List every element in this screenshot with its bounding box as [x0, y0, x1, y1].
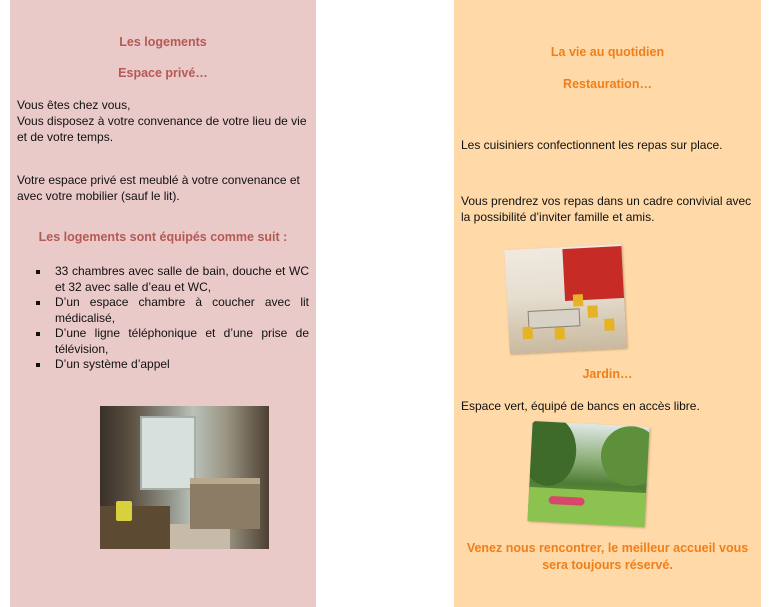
equipment-list [17, 264, 309, 373]
list-item: D’une ligne téléphonique et d’une prise de télévision, [17, 326, 309, 357]
intro-line-1: Vous êtes chez vous, [17, 98, 131, 112]
right-title: La vie au quotidien [550, 45, 665, 59]
garden-title: Jardin… [582, 367, 633, 381]
chair-shape [604, 318, 615, 331]
closing-text: Venez nous rencontrer, le meilleur accueil vous sera toujours réservé. [466, 541, 749, 572]
right-subtitle: Restauration… [563, 77, 652, 91]
list-item: D’un système d’appel [17, 357, 309, 373]
intro-line-2: Vous disposez à votre convenance de votre lieu de vie et de votre temps. [17, 114, 307, 144]
bedroom-photo [100, 406, 269, 549]
left-panel [10, 0, 316, 607]
furnished-text: Votre espace privé est meublé à votre convenance et avec votre mobilier (sauf le lit). [17, 173, 300, 203]
bed-shape [190, 478, 260, 529]
garden-photo [527, 421, 649, 527]
chair-shape [573, 294, 584, 307]
left-title: Les logements [119, 35, 207, 49]
meals-text: Vous prendrez vos repas dans un cadre convivial avec la possibilité d’inviter famille et amis. [461, 194, 752, 224]
list-item: D’un espace chambre à coucher avec lit médicalisé, [17, 295, 309, 326]
desk-shape [100, 506, 170, 549]
left-subtitle: Espace privé… [118, 66, 208, 80]
intro-block [17, 97, 309, 145]
equipment-heading: Les logements sont équipés comme suit : [38, 230, 288, 244]
bin-shape [116, 501, 132, 521]
chair-shape [587, 305, 598, 318]
cooks-text: Les cuisiniers confectionnent les repas sur place. [461, 138, 723, 152]
table-shape [528, 308, 581, 329]
chair-shape [554, 327, 565, 340]
right-panel [454, 0, 761, 607]
window-shape [140, 416, 196, 490]
lawn-shape [527, 487, 646, 527]
list-item: 33 chambres avec salle de bain, douche et WC et 32 avec salle d’eau et WC, [17, 264, 309, 295]
garden-text: Espace vert, équipé de bancs en accès libre. [461, 399, 700, 413]
tree-shape [527, 421, 577, 487]
chair-shape [522, 327, 533, 340]
tree-shape [599, 425, 649, 488]
restaurant-photo [504, 244, 626, 354]
red-wall-shape [562, 246, 625, 301]
